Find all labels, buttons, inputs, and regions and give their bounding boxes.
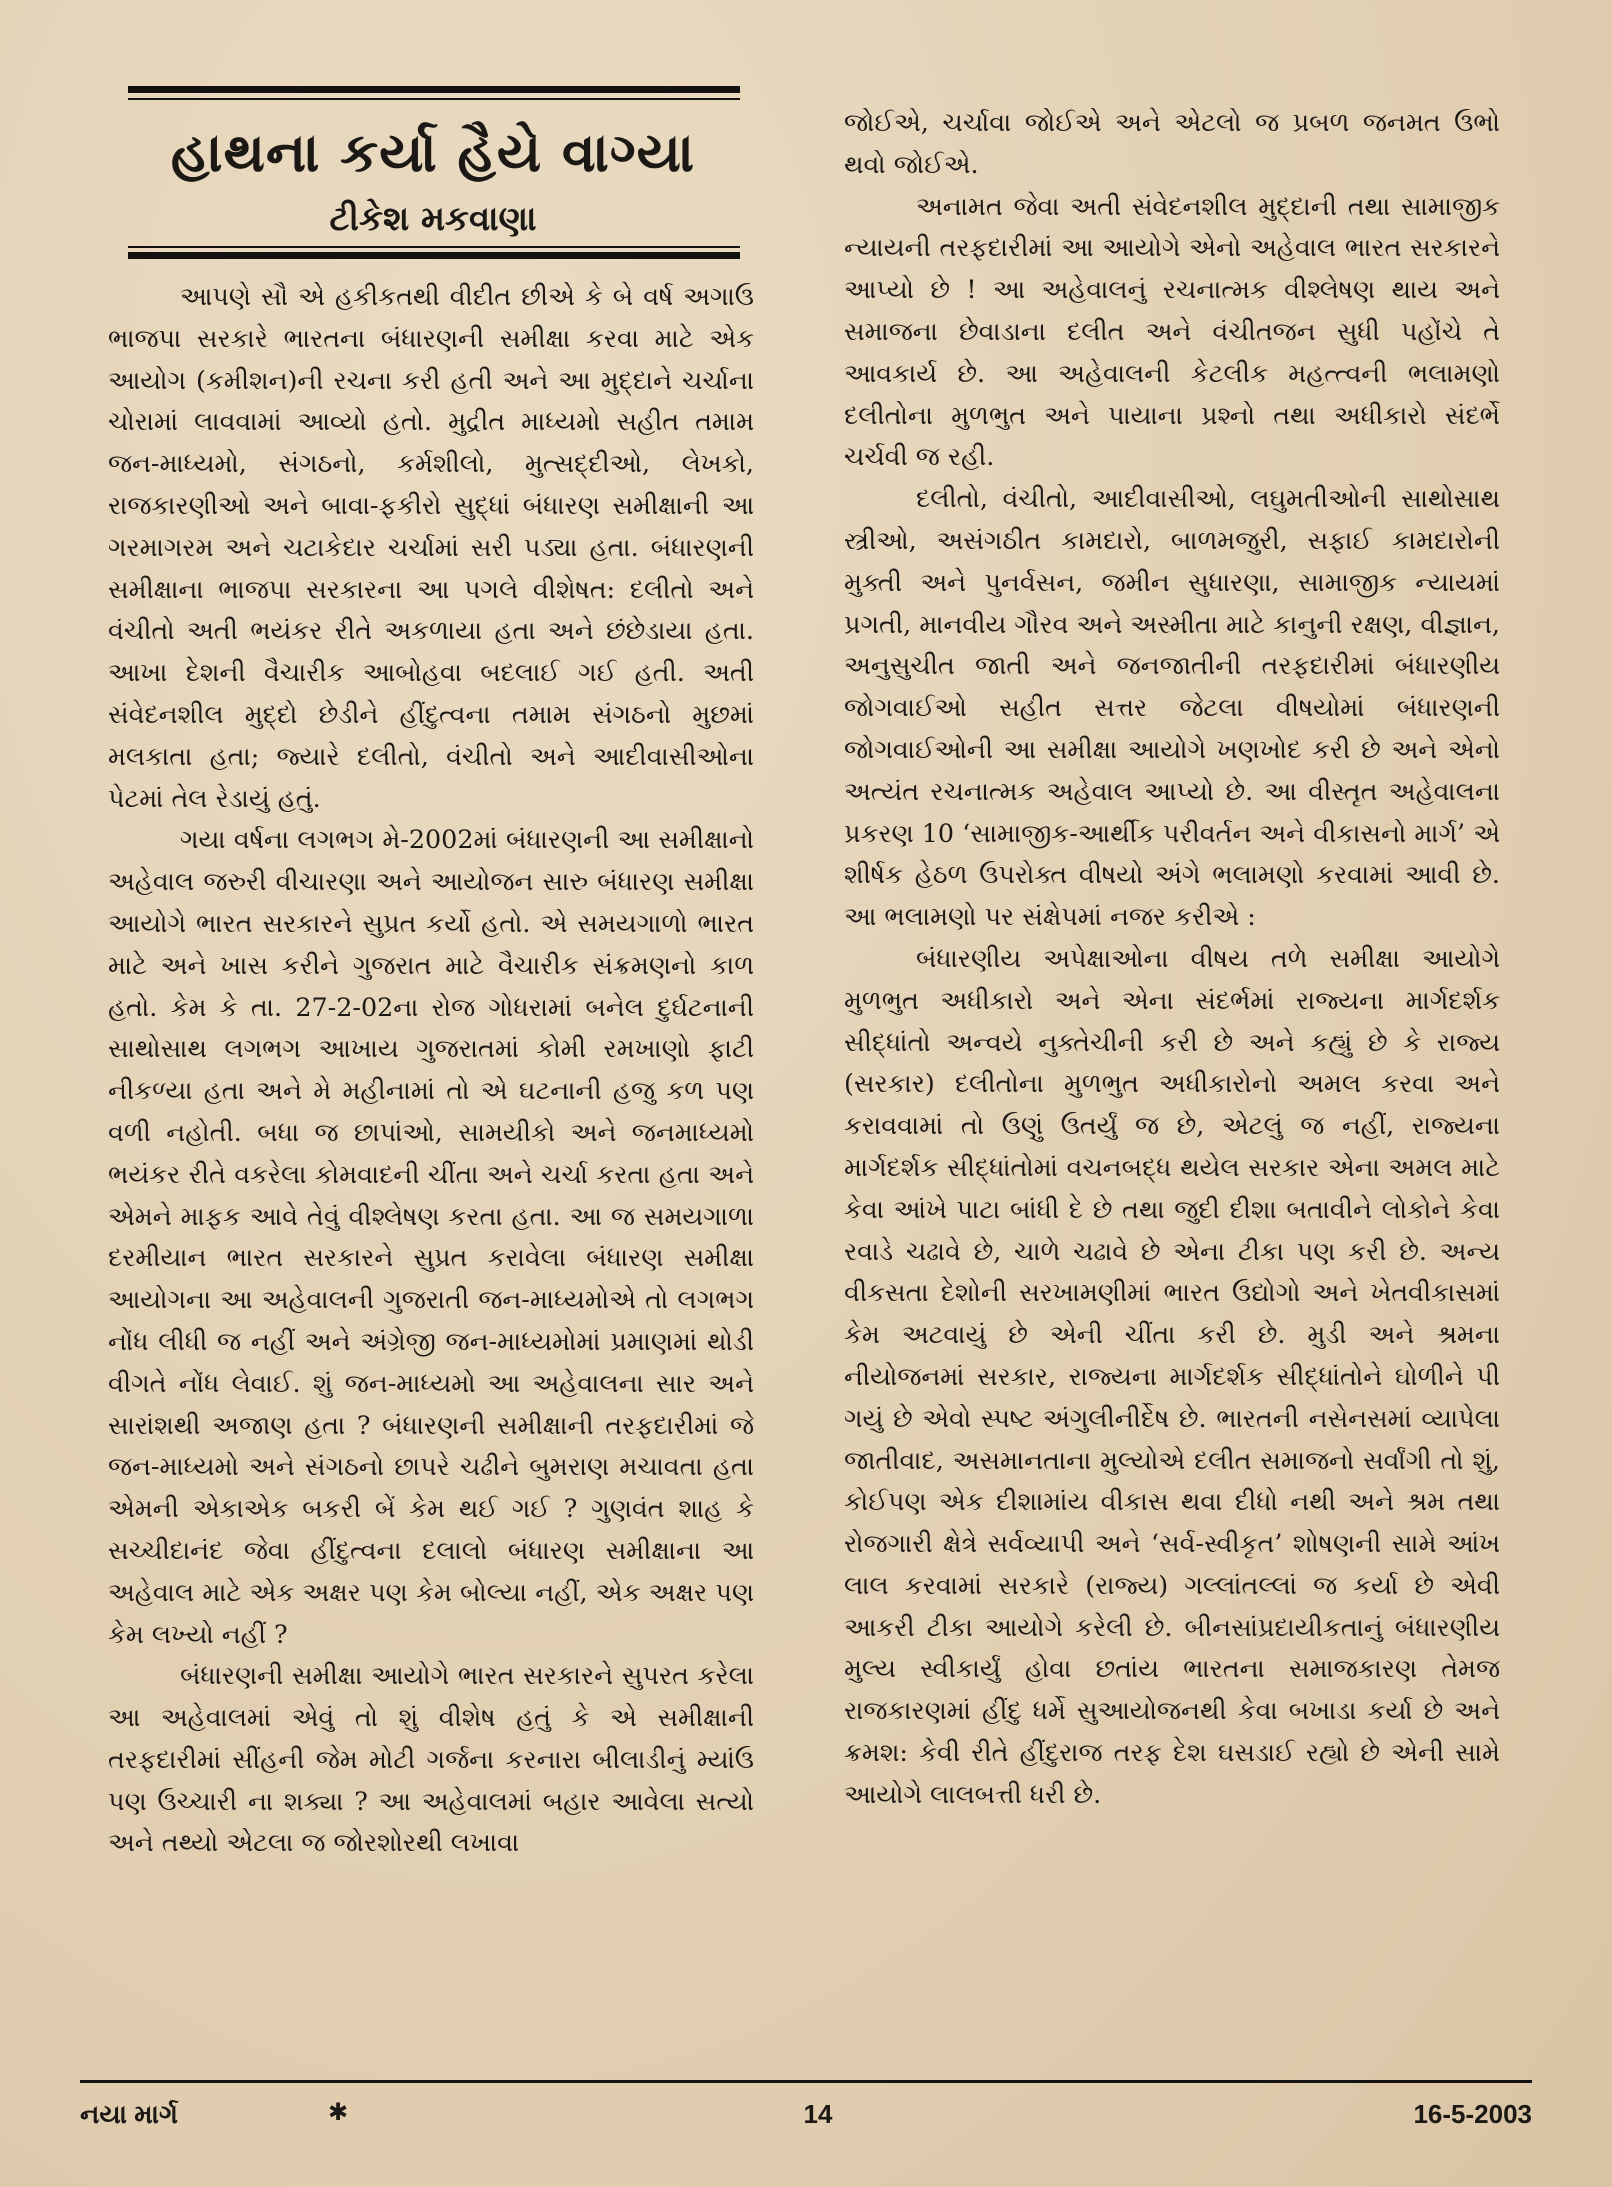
author-bottom-rule [128, 252, 740, 259]
footer-rule [80, 2080, 1532, 2083]
star-ornament-icon: ✱ [328, 2098, 349, 2126]
right-column [844, 102, 1500, 1816]
right-paragraph-2: અનામત જેવા અતી સંવેદનશીલ મુદ્દાની તથા સામાજીક ન્યાયની તરફદારીમાં આ આયોગે એનો અહેવાલ ભારત સરકારને આપ્યો છે ! આ અહેવાલનું રચનાત્મક વીશ્લેષણ થાય અને સમાજના છેવાડાના દલીત અને વંચીતજન સુધી પહોંચે તે આવકાર્ય છે. આ અહેવાલની કેટલીક મહત્ત્વની ભલામણો દલીતોના મુળભુત અને પાયાના પ્રશ્નો તથા અધીકારો સંદર્ભે ચર્ચવી જ રહી. [844, 190, 1500, 472]
author-bottom-thin-rule [128, 246, 740, 248]
title-top-thin-rule [128, 98, 740, 100]
page-number: 14 [803, 2099, 833, 2129]
left-paragraph-3: બંધારણની સમીક્ષા આયોગે ભારત સરકારને સુપરત કરેલા આ અહેવાલમાં એવું તો શું વીશેષ હતું કે એ સમીક્ષાની તરફદારીમાં સીંહની જેમ મોટી ગર્જના કરનારા બીલાડીનું મ્યાંઉ પણ ઉચ્ચારી ના શક્યા ? આ અહેવાલમાં બહાર આવેલા સત્યો અને તથ્યો એટલા જ જોરશોરથી લખાવા [108, 1660, 754, 1858]
title-top-rule [128, 86, 740, 93]
left-column [108, 276, 754, 1864]
left-paragraph-2: ગયા વર્ષના લગભગ મે-2002માં બંધારણની આ સમીક્ષાનો અહેવાલ જરુરી વીચારણા અને આયોજન સારુ બંધારણ સમીક્ષા આયોગે ભારત સરકારને સુપ્રત કર્યો હતો. એ સમયગાળો ભારત માટે અને ખાસ કરીને ગુજરાત માટે વૈચારીક સંક્રમણનો કાળ હતો. કેમ કે તા. 27-2-02ના રોજ ગોધરામાં બનેલ દુર્ઘટનાની સાથોસાથ લગભગ આખાય ગુજરાતમાં કોમી રમખાણો ફાટી નીકળ્યા હતા અને મે મહીનામાં તો એ ઘટનાની હજુ કળ પણ વળી નહોતી. બધા જ છાપાંઓ, સામયીકો અને જનમાધ્યમો ભયંકર રીતે વકરેલા કોમવાદની ચીંતા અને ચર્ચા કરતા હતા અને એમને માફક આવે તેવું વીશ્લેષણ કરતા હતા. આ જ સમયગાળા દરમીયાન ભારત સરકારને સુપ્રત કરાવેલા બંધારણ સમીક્ષા આયોગના આ અહેવાલની ગુજરાતી જન-માધ્યમોએ તો લગભગ નોંધ લીધી જ નહીં અને અંગ્રેજી જન-માધ્યમોમાં પ્રમાણમાં થોડી વીગતે નોંધ લેવાઈ. શું જન-માધ્યમો આ અહેવાલના સાર અને સારાંશથી અજાણ હતા ? બંધારણની સમીક્ષાની તરફદારીમાં જે જન-માધ્યમો અને સંગઠનો છાપરે ચઢીને બુમરાણ મચાવતા હતા એમની એકાએક બકરી બેં કેમ થઈ ગઈ ? ગુણવંત શાહ કે સચ્ચીદાનંદ જેવા હીંદુત્વના દલાલો બંધારણ સમીક્ષાના આ અહેવાલ માટે એક અક્ષર પણ કેમ બોલ્યા નહીં, એક અક્ષર પણ કેમ લખ્યો નહીં ? [108, 824, 754, 1649]
left-paragraph-1: આપણે સૌ એ હકીકતથી વીદીત છીએ કે બે વર્ષ અગાઉ ભાજપા સરકારે ભારતના બંધારણની સમીક્ષા કરવા માટે એક આયોગ (કમીશન)ની રચના કરી હતી અને આ મુદ્દાને ચર્ચાના ચોરામાં લાવવામાં આવ્યો હતો. મુદ્રીત માધ્યમો સહીત તમામ જન-માધ્યમો, સંગઠનો, કર્મશીલો, મુત્સદ્દીઓ, લેખકો, રાજકારણીઓ અને બાવા-ફકીરો સુદ્ધાં બંધારણ સમીક્ષાની આ ગરમાગરમ અને ચટાકેદાર ચર્ચામાં સરી પડ્યા હતા. બંધારણની સમીક્ષાના ભાજપા સરકારના આ પગલે વીશેષત: દલીતો અને વંચીતો અતી ભયંકર રીતે અકળાયા હતા અને છંછેડાયા હતા. આખા દેશની વૈચારીક આબોહવા બદલાઈ ગઈ હતી. અતી સંવેદનશીલ મુદ્દો છેડીને હીંદુત્વના તમામ સંગઠનો મુછમાં મલકાતા હતા; જ્યારે દલીતો, વંચીતો અને આદીવાસીઓના પેટમાં તેલ રેડાયું હતું. [108, 281, 754, 813]
right-paragraph-1: જોઈએ, ચર્ચાવા જોઈએ અને એટલો જ પ્રબળ જનમત ઉભો થવો જોઈએ. [844, 107, 1500, 179]
publication-name: નયા માર્ગ [80, 2099, 178, 2129]
issue-date: 16-5-2003 [1413, 2099, 1532, 2129]
right-paragraph-4: બંધારણીય અપેક્ષાઓના વીષય તળે સમીક્ષા આયોગે મુળભુત અધીકારો અને એના સંદર્ભમાં રાજ્યના માર્ગદર્શક સીદ્ધાંતો અન્વયે નુક્તેચીની કરી છે અને કહ્યું છે કે રાજ્ય (સરકાર) દલીતોના મુળભુત અધીકારોનો અમલ કરવા અને કરાવવામાં તો ઉણું ઉતર્યું જ છે, એટલું જ નહીં, રાજ્યના માર્ગદર્શક સીદ્ધાંતોમાં વચનબદ્ધ થયેલ સરકાર એના અમલ માટે કેવા આંખે પાટા બાંધી દે છે તથા જુદી દીશા બતાવીને લોકોને કેવા રવાડે ચઢાવે છે, ચાળે ચઢાવે છે એના ટીકા પણ કરી છે. અન્ય વીકસતા દેશોની સરખામણીમાં ભારત ઉદ્યોગો અને ખેતવીકાસમાં કેમ અટવાયું છે એની ચીંતા કરી છે. મુડી અને શ્રમના નીયોજનમાં સરકાર, રાજ્યના માર્ગદર્શક સીદ્ધાંતોને ઘોળીને પી ગયું છે એવો સ્પષ્ટ અંગુલીનીર્દેષ છે. ભારતની નસેનસમાં વ્યાપેલા જાતીવાદ, અસમાનતાના મુલ્યોએ દલીત સમાજનો સર્વાંગી તો શું, કોઈપણ એક દીશામાંય વીકાસ થવા દીધો નથી અને શ્રમ તથા રોજગારી ક્ષેત્રે સર્વવ્યાપી અને ‘સર્વ-સ્વીકૃત’ શોષણની સામે આંખ લાલ કરવામાં સરકારે (રાજ્ય) ગલ્લાંતલ્લાં જ કર્યા છે એવી આકરી ટીકા આયોગે કરેલી છે. બીનસાંપ્રદાયીકતાનું બંધારણીય મુલ્ય સ્વીકાર્યું હોવા છતાંય ભારતના સમાજકારણ તેમજ રાજકારણમાં હીંદુ ધર્મે સુઆયોજનથી કેવા બખાડા કર્યા છે અને ક્રમશ: કેવી રીતે હીંદુરાજ તરફ દેશ ઘસડાઈ રહ્યો છે એની સામે આયોગે લાલબત્તી ધરી છે. [844, 942, 1500, 1809]
article-author: ટીકેશ મકવાણા [329, 199, 537, 239]
right-paragraph-3: દલીતો, વંચીતો, આદીવાસીઓ, લઘુમતીઓની સાથોસાથ સ્ત્રીઓ, અસંગઠીત કામદારો, બાળમજુરી, સફાઈ કામદારોની મુક્તી અને પુનર્વસન, જમીન સુધારણા, સામાજીક ન્યાયમાં પ્રગતી, માનવીય ગૌરવ અને અસ્મીતા માટે કાનુની રક્ષણ, વીજ્ઞાન, અનુસુચીત જાતી અને જનજાતીની તરફદારીમાં બંધારણીય જોગવાઈઓ સહીત સત્તર જેટલા વીષયોમાં બંધારણની જોગવાઈઓની આ સમીક્ષા આયોગે ખણખોદ કરી છે અને એનો અત્યંત રચનાત્મક અહેવાલ આપ્યો છે. આ વીસ્તૃત અહેવાલના પ્રકરણ 10 ‘સામાજીક-આર્થીક પરીવર્તન અને વીકાસનો માર્ગ’ એ શીર્ષક હેઠળ ઉપરોક્ત વીષયો અંગે ભલામણો કરવામાં આવી છે. આ ભલામણો પર સંક્ષેપમાં નજર કરીએ : [844, 483, 1500, 932]
article-title: હાથના કર્યા હૈયે વાગ્યા [170, 121, 696, 184]
